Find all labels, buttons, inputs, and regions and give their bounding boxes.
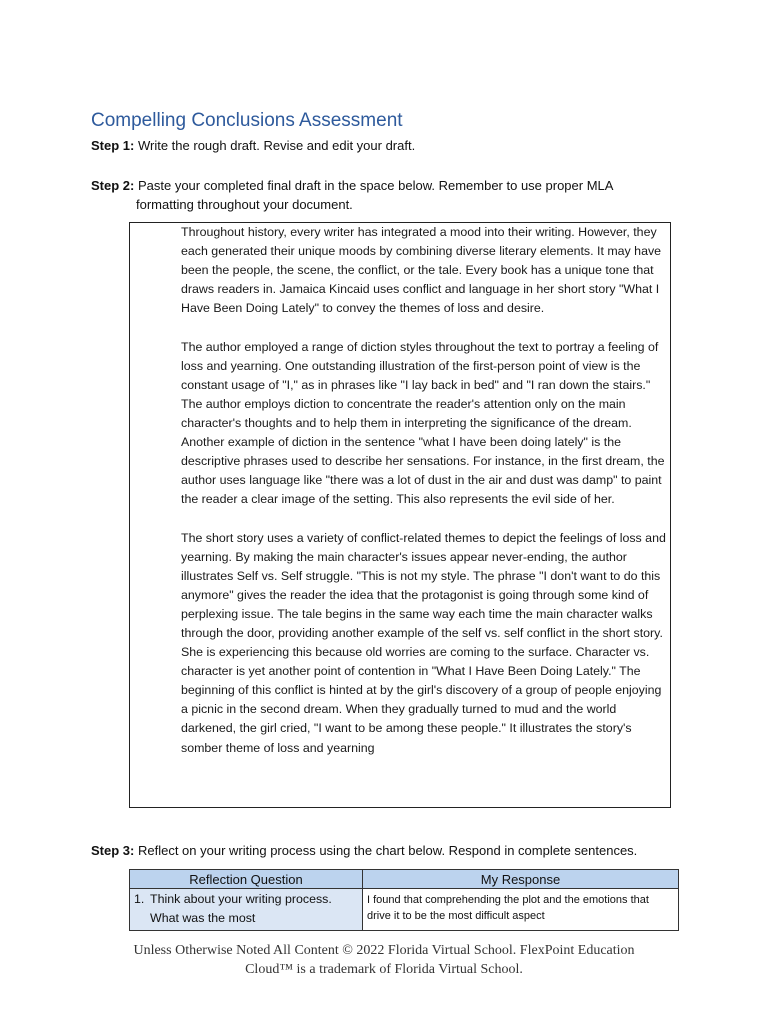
step-1-text: Write the rough draft. Revise and edit your draft. (137, 138, 416, 153)
reflection-table (129, 869, 679, 931)
header-reflection-question: Reflection Question (130, 870, 363, 889)
step-1-instruction (91, 136, 691, 155)
table-row (130, 889, 679, 931)
table-header-row (130, 870, 679, 889)
response-cell[interactable] (363, 889, 679, 931)
step-2-label: Step 2: (91, 178, 135, 193)
step-3-instruction (91, 841, 691, 860)
footer-line-2: Cloud™ is a trademark of Florida Virtual School. (245, 962, 523, 977)
question-number: 1. (134, 892, 145, 906)
step-2-instruction (91, 176, 691, 214)
step-3-text: Reflect on your writing process using the chart below. Respond in complete sentences. (137, 843, 638, 858)
final-draft-text (181, 223, 669, 758)
response-text: I found that comprehending the plot and the emotions that drive it to be the most difficult aspect (367, 894, 649, 922)
draft-paragraph-2: The author employed a range of diction styles throughout the text to portray a feeling of loss and yearning. One outstanding illustration of the first-person point of view is the constant usage of "I," as in phrases like "I lay back in bed" and "I ran down the stairs." The author employs diction to concentrate the reader's attention only on the main character's thoughts and to help them in interpreting the significance of the dream. Another example of diction in the sentence "what I have been doing lately" is the descriptive phrases used to describe her sensations. For instance, in the first dream, the author uses language like "there was a lot of dust in the air and dust was damp" to paint the reader a clear image of the setting. This also represents the evil side of her. (181, 339, 665, 507)
reflection-question-cell (130, 889, 363, 931)
copyright-footer (0, 941, 768, 979)
question-text: Think about your writing process. What was the most (150, 892, 332, 925)
footer-line-1: Unless Otherwise Noted All Content © 2022 Florida Virtual School. FlexPoint Education (133, 943, 635, 958)
step-2-text: Paste your completed final draft in the space below. Remember to use proper MLA (137, 178, 614, 193)
step-3-label: Step 3: (91, 843, 135, 858)
step-1-label: Step 1: (91, 138, 135, 153)
header-my-response: My Response (363, 870, 679, 889)
step-2-text-continued: formatting throughout your document. (136, 197, 353, 212)
final-draft-box[interactable] (129, 222, 671, 808)
page-title: Compelling Conclusions Assessment (91, 110, 403, 131)
draft-paragraph-3: The short story uses a variety of conflict-related themes to depict the feelings of loss and yearning. By making the main character's issues appear never-ending, the author illustrates Self vs. Self struggle. "This is not my style. The phrase "I don't want to do this anymore" gives the reader the idea that the protagonist is going through some kind of perplexing issue. The tale begins in the same way each time the main character walks through the door, providing another example of the self vs. self conflict in the short story. She is experiencing this because old worries are coming to the surface. Character vs. character is yet another point of contention in "What I Have Been Doing Lately." The beginning of this conflict is hinted at by the girl's discovery of a group of people enjoying a picnic in the second dream. When they gradually turned to mud and the world darkened, the girl cried, "I want to be among these people." It illustrates the story's somber theme of loss and yearning (181, 530, 666, 755)
draft-paragraph-1: Throughout history, every writer has integrated a mood into their writing. However, they each generated their unique moods by combining diverse literary elements. It may have been the people, the scene, the conflict, or the tale. Every book has a unique tone that draws readers in. Jamaica Kincaid uses conflict and language in her short story "What I Have Been Doing Lately" to convey the themes of loss and desire. (181, 225, 662, 316)
